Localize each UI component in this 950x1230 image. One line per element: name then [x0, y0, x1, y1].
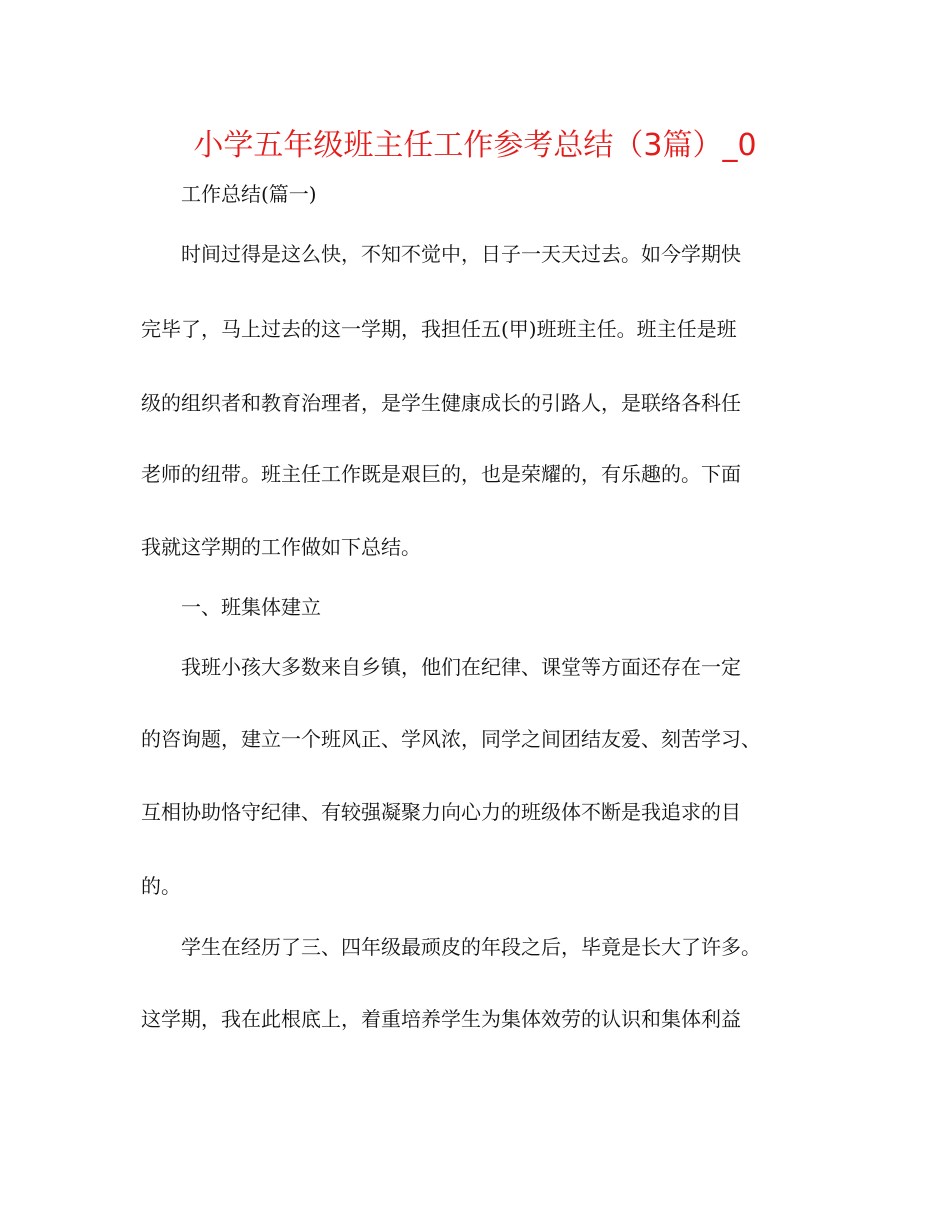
document-title: 小学五年级班主任工作参考总结（3篇）_0: [193, 128, 757, 163]
paragraph-line: 互相协助恪守纪律、有较强凝聚力向心力的班级体不断是我追求的目: [141, 800, 741, 824]
section-heading-part-one: 工作总结(篇一): [181, 182, 317, 206]
paragraph-line: 的。: [141, 874, 181, 898]
paragraph-line: 时间过得是这么快，不知不觉中，日子一天天过去。如今学期快: [181, 242, 741, 266]
paragraph-line: 我就这学期的工作做如下总结。: [141, 535, 421, 559]
paragraph-line: 我班小孩大多数来自乡镇，他们在纪律、课堂等方面还存在一定: [181, 655, 741, 679]
paragraph-line: 学生在经历了三、四年级最顽皮的年段之后，毕竟是长大了许多。: [181, 935, 761, 959]
section-heading-class-building: 一、班集体建立: [181, 595, 321, 619]
paragraph-line: 老师的纽带。班主任工作既是艰巨的，也是荣耀的，有乐趣的。下面: [141, 462, 741, 486]
paragraph-line: 完毕了，马上过去的这一学期，我担任五(甲)班班主任。班主任是班: [141, 317, 737, 341]
paragraph-line: 级的组织者和教育治理者，是学生健康成长的引路人，是联络各科任: [141, 391, 741, 415]
paragraph-line: 这学期，我在此根底上，着重培养学生为集体效劳的认识和集体利益: [141, 1007, 741, 1031]
paragraph-line: 的咨询题，建立一个班风正、学风浓，同学之间团结友爱、刻苦学习、: [141, 727, 761, 751]
